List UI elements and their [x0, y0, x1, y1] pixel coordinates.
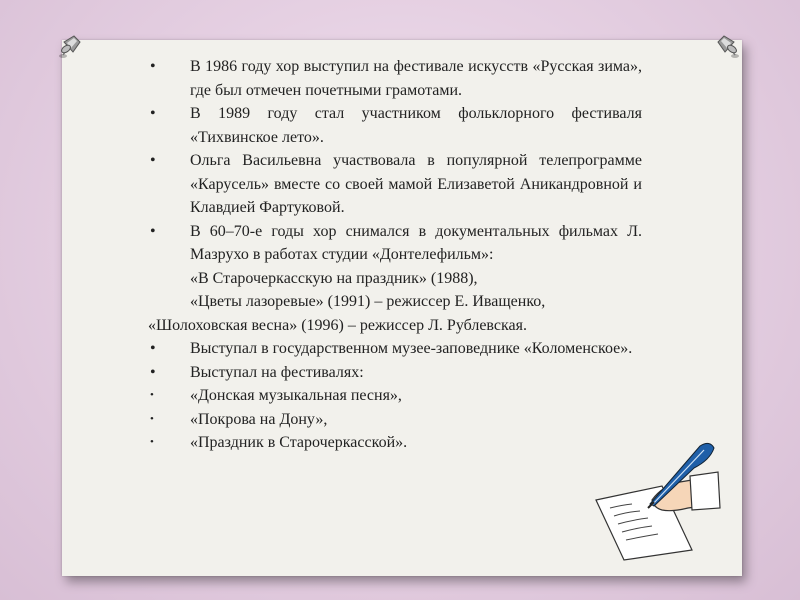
festival-item: [150, 431, 642, 455]
hand-writing-quill-illustration: [592, 442, 722, 562]
slide-content: [150, 55, 642, 455]
list-item-text: В 1986 году хор выступил на фестивале искусств «Русская зима», где был отмечен почетными грамотами.: [190, 58, 642, 99]
film-title: «Цветы лазоревые» (1991) – режиссер Е. Иващенко,: [190, 293, 546, 310]
bullet: •: [150, 412, 154, 425]
list-item-text: Ольга Васильевна участвовала в популярной телепрограмме «Карусель» вместе со своей мамой Елизаветой Аникандровной и Клавдией Фартуковой.: [190, 152, 642, 216]
list-item-text: Выступал в государственном музее-заповеднике «Коломенское».: [190, 340, 633, 357]
festival-name: «Донская музыкальная песня»,: [190, 387, 402, 404]
list-item: [150, 149, 642, 220]
bullet: •: [150, 340, 156, 357]
bullet: •: [150, 105, 156, 122]
film-title: «Шолоховская весна» (1996) – режиссер Л. Рублевская.: [148, 316, 527, 334]
list-item: [150, 361, 642, 385]
list-item: [150, 220, 642, 267]
bullet: •: [150, 58, 156, 75]
list-item-text: В 60–70-е годы хор снимался в документальных фильмах Л. Мазрухо в работах студии «Донтелефильм»:: [190, 222, 642, 263]
bullet: •: [150, 436, 154, 448]
bullet: •: [150, 222, 156, 240]
festival-item: [150, 384, 642, 408]
festival-name: «Праздник в Старочеркасской».: [190, 434, 408, 451]
festival-item: [150, 408, 642, 432]
list-item-text: Выступал на фестивалях:: [190, 363, 364, 381]
bullet: •: [150, 389, 154, 401]
bullet: •: [150, 152, 156, 169]
list-item: [150, 102, 642, 149]
film-title: «В Старочеркасскую на праздник» (1988),: [190, 269, 478, 287]
list-item: [150, 55, 642, 102]
pushpin-icon: [54, 34, 82, 62]
pushpin-icon: [716, 34, 744, 62]
list-item: [150, 337, 642, 361]
bullet: •: [150, 363, 156, 381]
festival-name: «Покрова на Дону»,: [190, 410, 328, 428]
list-item-text: В 1989 году стал участником фольклорного фестиваля «Тихвинское лето».: [190, 105, 642, 146]
